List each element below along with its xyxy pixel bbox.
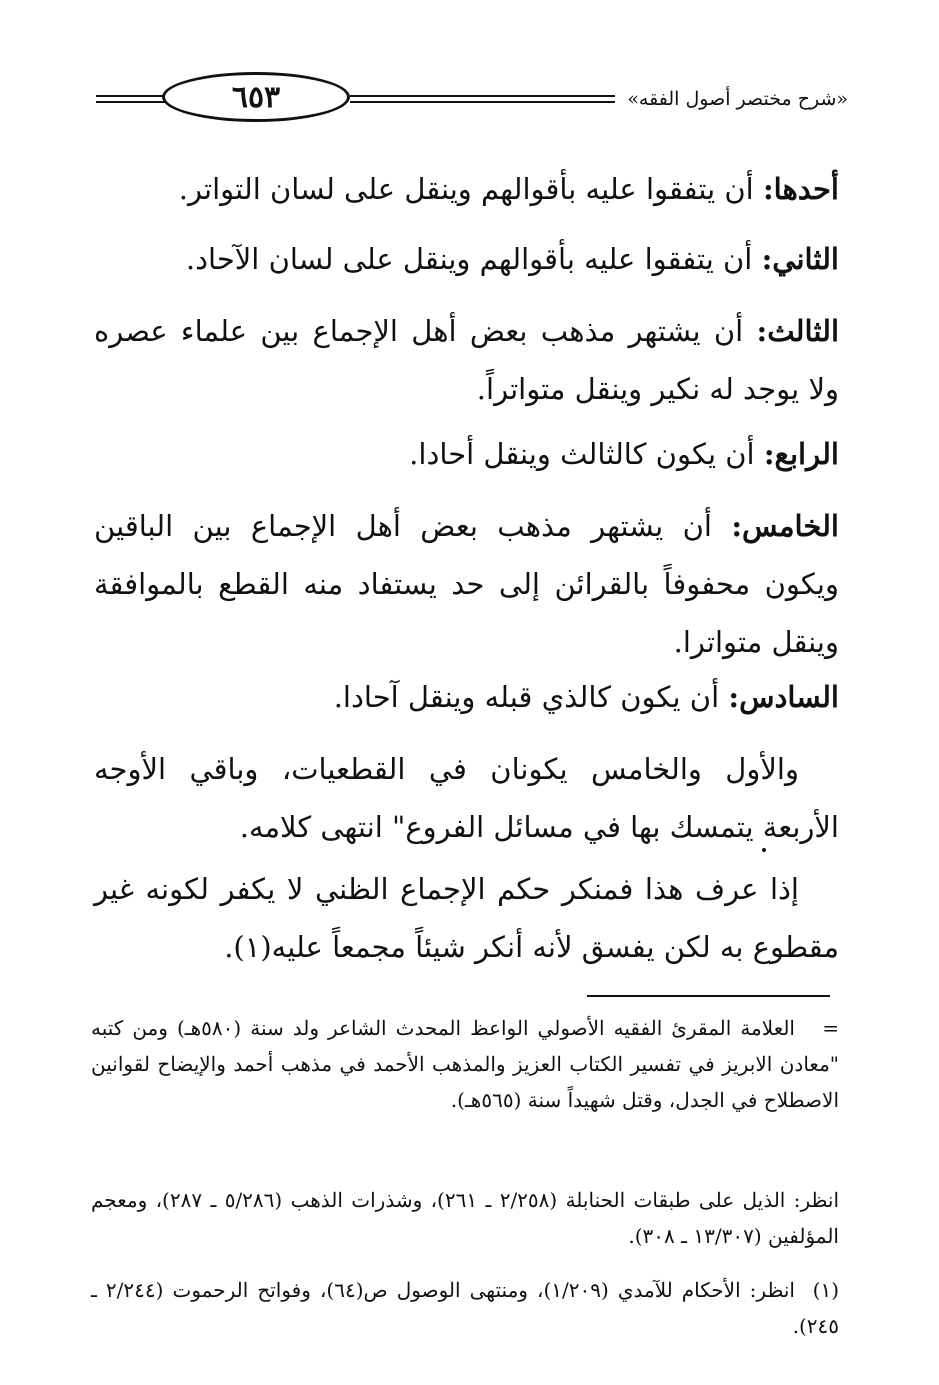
page-number-badge: [162, 72, 350, 122]
paragraph-text: أن يشتهر مذهب بعض أهل الإجماع بين الباقين ويكون محفوفاً بالقرائن إلى حد يستفاد منه القطع بالموافقة وينقل متواترا.: [94, 509, 839, 659]
footnote-text: العلامة المقرئ الفقيه الأصولي الواعظ المحدث الشاعر ولد سنة (٥٨٠هـ) ومن كتبه "معادن الابريز في تفسير الكتاب العزيز والمذهب الأحمد في مذهب أحمد والإيضاح لقوانين الاصطلاح في الجدل، وقتل شهيداً سنة (٥٦٥هـ).: [91, 1016, 839, 1112]
paragraph-lead: الثالث:: [756, 314, 839, 348]
header-rule: [350, 95, 615, 97]
paragraph-4: [94, 425, 839, 483]
paragraph-text: أن يكون كالثالث وينقل أحادا.: [409, 437, 764, 471]
page-number: ٦٥٣: [231, 79, 281, 115]
paragraph-text: أن يكون كالذي قبله وينقل آحادا.: [333, 680, 729, 714]
paragraph-7: [94, 740, 839, 856]
paragraph-lead: السادس:: [728, 680, 839, 714]
footnote-marker: (١): [812, 1278, 839, 1302]
footnote-separator: [587, 995, 830, 997]
paragraph-lead: أحدها:: [762, 172, 839, 206]
paragraph-8: [94, 860, 839, 976]
page-header: [88, 68, 848, 128]
footnote-reference: [91, 1182, 839, 1254]
paragraph-text: أن يتفقوا عليه بأقوالهم وينقل على لسان التواتر.: [178, 172, 763, 206]
paragraph-5: [94, 497, 839, 671]
stray-mark: [762, 848, 766, 852]
paragraph-2: [94, 230, 839, 288]
paragraph-text: أن يتفقوا عليه بأقوالهم وينقل على لسان الآحاد.: [185, 242, 762, 276]
header-rule: [96, 101, 166, 103]
paragraph-lead: الثاني:: [761, 242, 839, 276]
header-rule: [96, 95, 166, 97]
paragraph-3: [94, 302, 839, 418]
running-title: «شرح مختصر أصول الفقه»: [627, 88, 848, 110]
footnote-text: انظر: الأحكام للآمدي (١/٢٠٩)، ومنتهى الوصول ص(٦٤)، وفواتح الرحموت (٢/٢٤٤ ـ ٢٤٥).: [91, 1278, 839, 1338]
paragraph-text: والأول والخامس يكونان في القطعيات، وباقي الأوجه الأربعة يتمسك بها في مسائل الفروع" انتهى كلامه.: [94, 752, 839, 844]
paragraph-1: [94, 160, 839, 218]
paragraph-text: إذا عرف هذا فمنكر حكم الإجماع الظني لا يكفر لكونه غير مقطوع به لكن يفسق لأنه أنكر شيئاً مجمعاً عليه(١).: [94, 872, 839, 964]
footnote-marker: =: [822, 1016, 839, 1040]
paragraph-text: أن يشتهر مذهب بعض أهل الإجماع بين علماء عصره ولا يوجد له نكير وينقل متواتراً.: [94, 314, 839, 406]
footnote-1: [91, 1272, 839, 1344]
paragraph-lead: الخامس:: [731, 509, 839, 543]
footnote-text: انظر: الذيل على طبقات الحنابلة (٢/٢٥٨ ـ ٢٦١)، وشذرات الذهب (٥/٢٨٦ ـ ٢٨٧)، ومعجم المؤلفين (١٣/٣٠٧ ـ ٣٠٨).: [91, 1188, 840, 1248]
footnote-continuation: [91, 1010, 839, 1118]
header-rule: [350, 101, 615, 103]
paragraph-lead: الرابع:: [763, 437, 839, 471]
paragraph-6: [94, 668, 839, 726]
